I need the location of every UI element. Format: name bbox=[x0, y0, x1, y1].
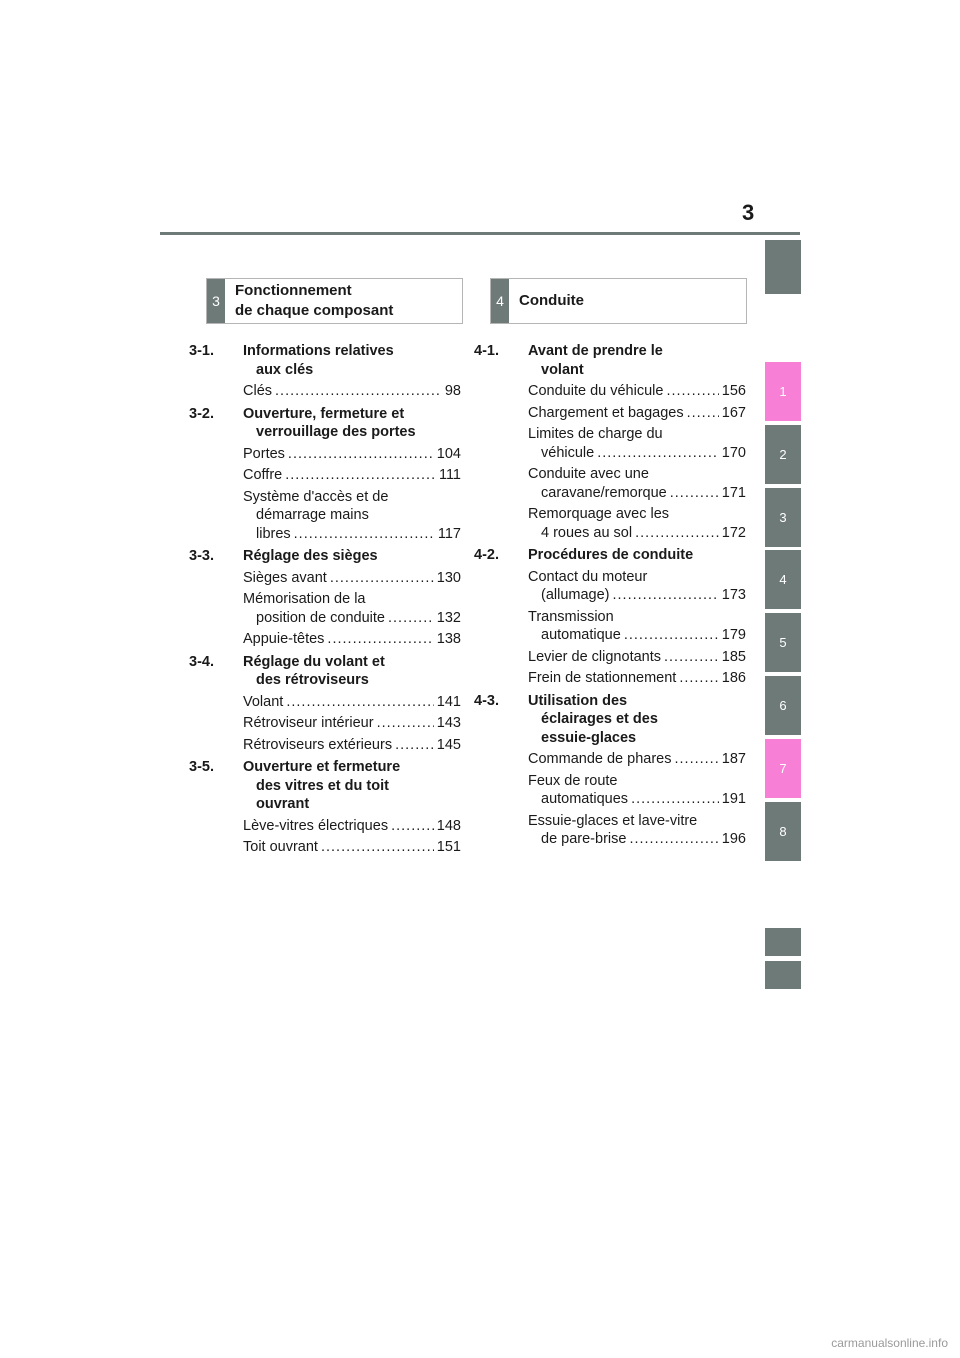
entry-text: automatique bbox=[541, 627, 621, 643]
chapter-title-line: ouvrant bbox=[256, 796, 310, 812]
entry-text: Coffre bbox=[243, 467, 283, 483]
entry-text: Limites de charge du bbox=[528, 426, 663, 442]
chapter-title bbox=[243, 342, 461, 379]
chapter-title-line: essuie-glaces bbox=[541, 729, 637, 746]
chapter-number: 3-5. bbox=[189, 759, 214, 775]
chapter-tab-blank[interactable] bbox=[765, 928, 801, 956]
chapter-tab-6[interactable]: 6 bbox=[765, 676, 801, 735]
toc-entry[interactable] bbox=[528, 465, 746, 502]
header-rule bbox=[160, 232, 800, 235]
dot-leader bbox=[294, 525, 435, 544]
page-ref: 185 bbox=[721, 648, 746, 665]
toc-entry[interactable] bbox=[243, 590, 461, 627]
chapter-title bbox=[243, 758, 461, 814]
entry-text: Toit ouvrant bbox=[243, 839, 318, 855]
dot-leader bbox=[395, 736, 434, 755]
page-ref: 98 bbox=[444, 383, 461, 399]
chapter-tab-5[interactable]: 5 bbox=[765, 613, 801, 672]
entry-text: Contact du moteur bbox=[528, 568, 648, 585]
dot-leader bbox=[275, 382, 442, 401]
chapter-number: 4-3. bbox=[474, 692, 499, 709]
chapter-tab-4[interactable]: 4 bbox=[765, 550, 801, 609]
dot-leader bbox=[327, 630, 433, 649]
dot-leader bbox=[377, 714, 434, 733]
chapter-number: 3-1. bbox=[189, 343, 214, 359]
toc-entry[interactable] bbox=[528, 772, 746, 809]
page-ref: 173 bbox=[721, 587, 746, 603]
entry-text: caravane/remorque bbox=[541, 484, 667, 501]
toc-entry[interactable] bbox=[528, 404, 746, 423]
chapter-number: 3-2. bbox=[189, 405, 214, 422]
chapter-title bbox=[243, 653, 461, 690]
toc-entry[interactable] bbox=[243, 714, 461, 733]
chapter-title-line: des vitres et du toit bbox=[256, 777, 389, 794]
page-ref: 130 bbox=[436, 569, 461, 586]
toc-entry[interactable] bbox=[528, 608, 746, 645]
page-ref: 196 bbox=[721, 831, 746, 847]
entry-text: Volant bbox=[243, 693, 284, 710]
chapter-title-line: Avant de prendre le bbox=[528, 343, 663, 359]
toc-entry[interactable] bbox=[528, 669, 746, 688]
chapter-title-line: des rétroviseurs bbox=[256, 672, 369, 688]
watermark: carmanualsonline.info bbox=[831, 1336, 948, 1350]
toc-chapter[interactable] bbox=[189, 758, 461, 814]
entry-text: Rétroviseur intérieur bbox=[243, 715, 374, 731]
chapter-title bbox=[243, 547, 461, 566]
dot-leader bbox=[679, 669, 718, 688]
page-ref: 167 bbox=[721, 404, 746, 421]
dot-leader bbox=[391, 817, 434, 836]
toc-entry[interactable] bbox=[528, 568, 746, 605]
chapter-tab-blank[interactable] bbox=[765, 961, 801, 989]
entry-text: Feux de route bbox=[528, 772, 618, 789]
toc-entry[interactable] bbox=[243, 736, 461, 755]
toc-column-left bbox=[189, 342, 461, 860]
dot-leader bbox=[388, 609, 434, 628]
toc-chapter[interactable] bbox=[474, 342, 746, 379]
chapter-title bbox=[243, 405, 461, 442]
dot-leader bbox=[670, 484, 719, 503]
page-ref: 151 bbox=[436, 839, 461, 855]
toc-column-right bbox=[474, 342, 746, 852]
toc-entry[interactable] bbox=[528, 648, 746, 667]
page-ref: 148 bbox=[436, 817, 461, 834]
section-number: 4 bbox=[491, 279, 509, 323]
toc-entry[interactable] bbox=[243, 630, 461, 649]
toc-entry[interactable] bbox=[243, 817, 461, 836]
page-ref: 132 bbox=[436, 609, 461, 626]
chapter-title-line: Réglage du volant et bbox=[243, 653, 385, 670]
toc-entry[interactable] bbox=[243, 569, 461, 588]
dot-leader bbox=[635, 524, 719, 543]
toc-chapter[interactable] bbox=[189, 342, 461, 379]
entry-text: 4 roues au sol bbox=[541, 524, 633, 541]
dot-leader bbox=[631, 790, 719, 809]
dot-leader bbox=[666, 382, 718, 401]
page-ref: 145 bbox=[436, 736, 461, 753]
chapter-tab-2[interactable]: 2 bbox=[765, 425, 801, 484]
toc-chapter[interactable] bbox=[474, 546, 746, 565]
entry-text: Remorquage avec les bbox=[528, 506, 670, 522]
dot-leader bbox=[286, 693, 433, 712]
toc-entry[interactable] bbox=[243, 382, 461, 401]
page-ref: 172 bbox=[721, 524, 746, 541]
chapter-tab-1[interactable]: 1 bbox=[765, 362, 801, 421]
chapter-tab-8[interactable]: 8 bbox=[765, 802, 801, 861]
toc-chapter[interactable] bbox=[474, 692, 746, 748]
entry-text: Mémorisation de la bbox=[243, 591, 366, 607]
entry-text: Conduite avec une bbox=[528, 466, 649, 482]
toc-entry[interactable] bbox=[528, 382, 746, 401]
dot-leader bbox=[664, 648, 719, 667]
page-number: 3 bbox=[742, 200, 755, 225]
section-title: Fonctionnement de chaque composant bbox=[235, 282, 394, 319]
toc-entry[interactable] bbox=[528, 750, 746, 769]
entry-text: Système d'accès et de bbox=[243, 488, 389, 505]
toc-entry[interactable] bbox=[243, 838, 461, 857]
entry-text: Commande de phares bbox=[528, 751, 672, 767]
chapter-title-line: Ouverture, fermeture et bbox=[243, 405, 405, 422]
section-header-4 bbox=[490, 278, 747, 324]
entry-text: Clés bbox=[243, 383, 273, 399]
dot-leader bbox=[597, 444, 719, 463]
chapter-number: 4-2. bbox=[474, 547, 499, 563]
entry-text: libres bbox=[256, 525, 291, 542]
toc-entry[interactable] bbox=[243, 693, 461, 712]
toc-entry[interactable] bbox=[243, 466, 461, 485]
entry-text: démarrage mains bbox=[256, 507, 369, 523]
dot-leader bbox=[321, 838, 434, 857]
entry-text: Levier de clignotants bbox=[528, 648, 661, 665]
toc-entry[interactable] bbox=[528, 812, 746, 849]
page-ref: 156 bbox=[721, 383, 746, 399]
dot-leader bbox=[330, 569, 434, 588]
chapter-title bbox=[528, 342, 746, 379]
chapter-title-line: verrouillage des portes bbox=[256, 424, 416, 440]
chapter-title-line: volant bbox=[541, 361, 584, 378]
chapter-tab-7[interactable]: 7 bbox=[765, 739, 801, 798]
section-title: Conduite bbox=[519, 292, 584, 309]
chapter-title-line: aux clés bbox=[256, 361, 314, 378]
chapter-title-line: Ouverture et fermeture bbox=[243, 759, 401, 775]
chapter-title-line: Utilisation des bbox=[528, 692, 628, 709]
dot-leader bbox=[288, 445, 434, 464]
page-ref: 179 bbox=[721, 627, 746, 643]
chapter-title-line: Réglage des sièges bbox=[243, 548, 378, 564]
dot-leader bbox=[687, 404, 719, 423]
dot-leader bbox=[624, 626, 719, 645]
entry-text: Sièges avant bbox=[243, 569, 327, 586]
toc-entry[interactable] bbox=[528, 425, 746, 462]
toc-chapter[interactable] bbox=[189, 405, 461, 442]
entry-text: Lève-vitres électriques bbox=[243, 817, 389, 834]
entry-text: Rétroviseurs extérieurs bbox=[243, 736, 393, 753]
chapter-tab-blank[interactable] bbox=[765, 240, 801, 294]
page-ref: 141 bbox=[436, 693, 461, 710]
chapter-number: 4-1. bbox=[474, 343, 499, 359]
toc-chapter[interactable] bbox=[189, 547, 461, 566]
dot-leader bbox=[674, 750, 718, 769]
entry-text: (allumage) bbox=[541, 587, 610, 603]
page-ref: 186 bbox=[721, 670, 746, 686]
page-ref: 138 bbox=[436, 631, 461, 647]
entry-text: véhicule bbox=[541, 444, 595, 461]
entry-text: Appuie-têtes bbox=[243, 631, 325, 647]
toc-entry[interactable] bbox=[528, 505, 746, 542]
entry-text: Transmission bbox=[528, 608, 614, 625]
entry-text: Chargement et bagages bbox=[528, 404, 684, 421]
page-ref: 104 bbox=[436, 445, 461, 462]
dot-leader bbox=[613, 586, 719, 605]
chapter-title bbox=[528, 692, 746, 748]
page-ref: 187 bbox=[721, 751, 746, 767]
chapter-title-line: éclairages et des bbox=[541, 711, 658, 727]
entry-text: Frein de stationnement bbox=[528, 670, 677, 686]
chapter-number: 3-4. bbox=[189, 653, 214, 670]
section-header-3 bbox=[206, 278, 463, 324]
chapter-title-line: Informations relatives bbox=[243, 343, 394, 359]
entry-text: Conduite du véhicule bbox=[528, 383, 664, 399]
entry-text: Essuie-glaces et lave-vitre bbox=[528, 812, 698, 829]
section-number: 3 bbox=[207, 279, 225, 323]
page-ref: 117 bbox=[437, 525, 461, 542]
dot-leader bbox=[285, 466, 436, 485]
chapter-tab-3[interactable]: 3 bbox=[765, 488, 801, 547]
chapter-number: 3-3. bbox=[189, 548, 214, 564]
chapter-title-line: Procédures de conduite bbox=[528, 547, 694, 563]
entry-text: Portes bbox=[243, 445, 285, 462]
entry-text: de pare-brise bbox=[541, 831, 627, 847]
page-ref: 171 bbox=[721, 484, 746, 501]
entry-text: automatiques bbox=[541, 791, 629, 807]
page-ref: 143 bbox=[436, 715, 461, 731]
toc-chapter[interactable] bbox=[189, 653, 461, 690]
dot-leader bbox=[629, 830, 718, 849]
chapter-title bbox=[528, 546, 746, 565]
page-ref: 111 bbox=[438, 467, 461, 483]
page-ref: 170 bbox=[721, 444, 746, 461]
toc-entry[interactable] bbox=[243, 488, 461, 544]
toc-entry[interactable] bbox=[243, 445, 461, 464]
entry-text: position de conduite bbox=[256, 609, 385, 626]
page-ref: 191 bbox=[721, 791, 746, 807]
